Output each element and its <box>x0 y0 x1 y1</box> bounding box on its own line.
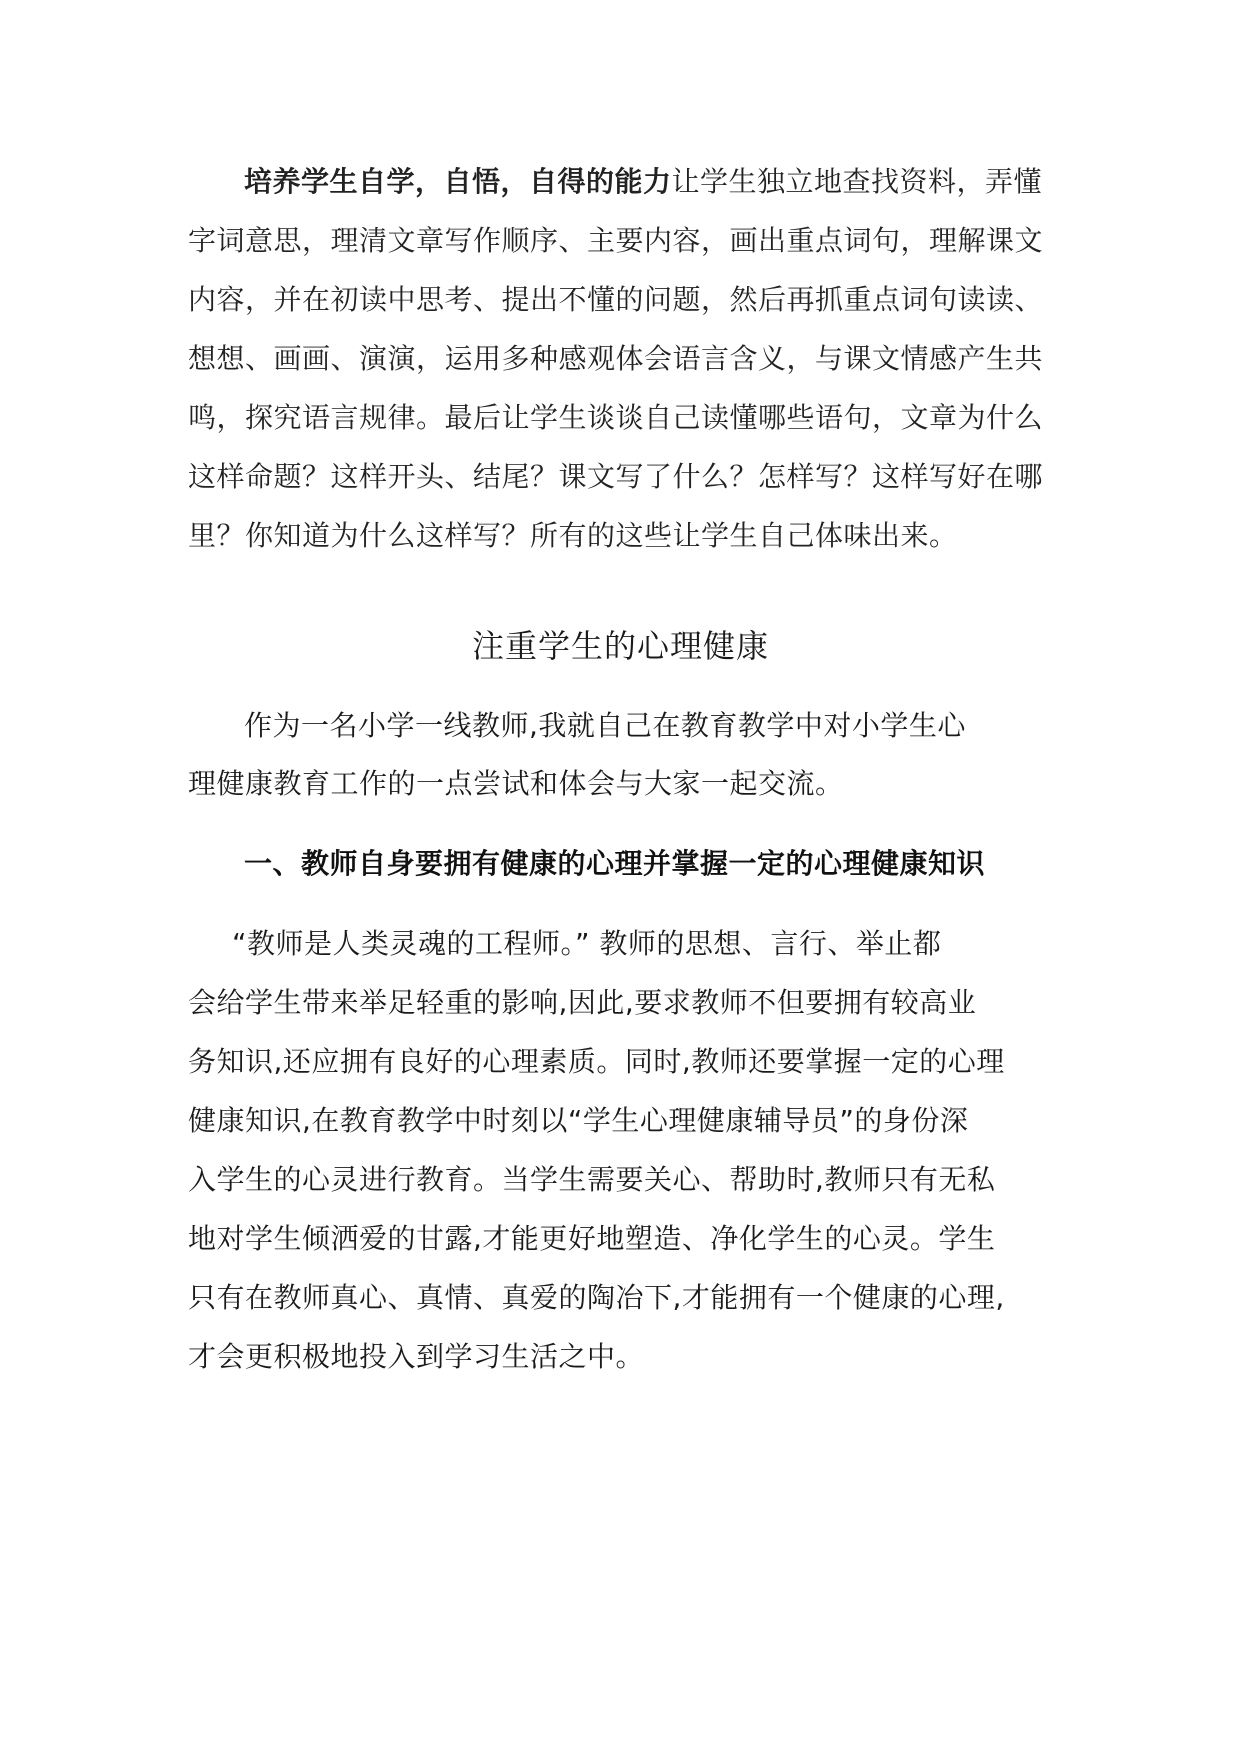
intro-line: 作为一名小学一线教师,我就自己在教育教学中对小学生心 <box>244 709 966 742</box>
paragraph-line: 里？你知道为什么这样写？所有的这些让学生自己体味出来。 <box>188 519 958 552</box>
paragraph-line: 这样命题？这样开头、结尾？课文写了什么？怎样写？这样写好在哪 <box>188 460 1044 493</box>
body-line: 才会更积极地投入到学习生活之中。 <box>188 1340 645 1373</box>
body-line: “教师是人类灵魂的工程师。” 教师的思想、言行、举止都 <box>232 927 942 960</box>
paragraph-line: 字词意思，理清文章写作顺序、主要内容，画出重点词句，理解课文 <box>188 224 1044 257</box>
page-title: 注重学生的心理健康 <box>471 627 769 665</box>
intro-line: 理健康教育工作的一点尝试和体会与大家一起交流。 <box>188 767 844 800</box>
body-line: 会给学生带来举足轻重的影响,因此,要求教师不但要拥有较高业 <box>188 986 977 1019</box>
section-heading: 一、教师自身要拥有健康的心理并掌握一定的心理健康知识 <box>244 847 986 880</box>
body-line: 入学生的心灵进行教育。当学生需要关心、帮助时,教师只有无私 <box>188 1163 996 1196</box>
body-line: 务知识,还应拥有良好的心理素质。同时,教师还要掌握一定的心理 <box>188 1045 1005 1078</box>
body-line: 健康知识,在教育教学中时刻以“学生心理健康辅导员”的身份深 <box>188 1104 969 1137</box>
paragraph-line: 鸣，探究语言规律。最后让学生谈谈自己读懂哪些语句，文章为什么 <box>188 401 1044 434</box>
paragraph-line: 想想、画画、演演，运用多种感观体会语言含义，与课文情感产生共 <box>188 342 1044 375</box>
lead-bold-phrase: 培养学生自学，自悟，自得的能力 <box>244 165 672 198</box>
paragraph-line <box>244 162 1042 202</box>
body-line: 只有在教师真心、真情、真爱的陶冶下,才能拥有一个健康的心理, <box>188 1281 1005 1314</box>
body-line: 地对学生倾洒爱的甘露,才能更好地塑造、净化学生的心灵。学生 <box>188 1222 996 1255</box>
paragraph-text: 让学生独立地查找资料，弄懂 <box>671 165 1043 198</box>
paragraph-line: 内容，并在初读中思考、提出不懂的问题，然后再抓重点词句读读、 <box>188 283 1044 316</box>
